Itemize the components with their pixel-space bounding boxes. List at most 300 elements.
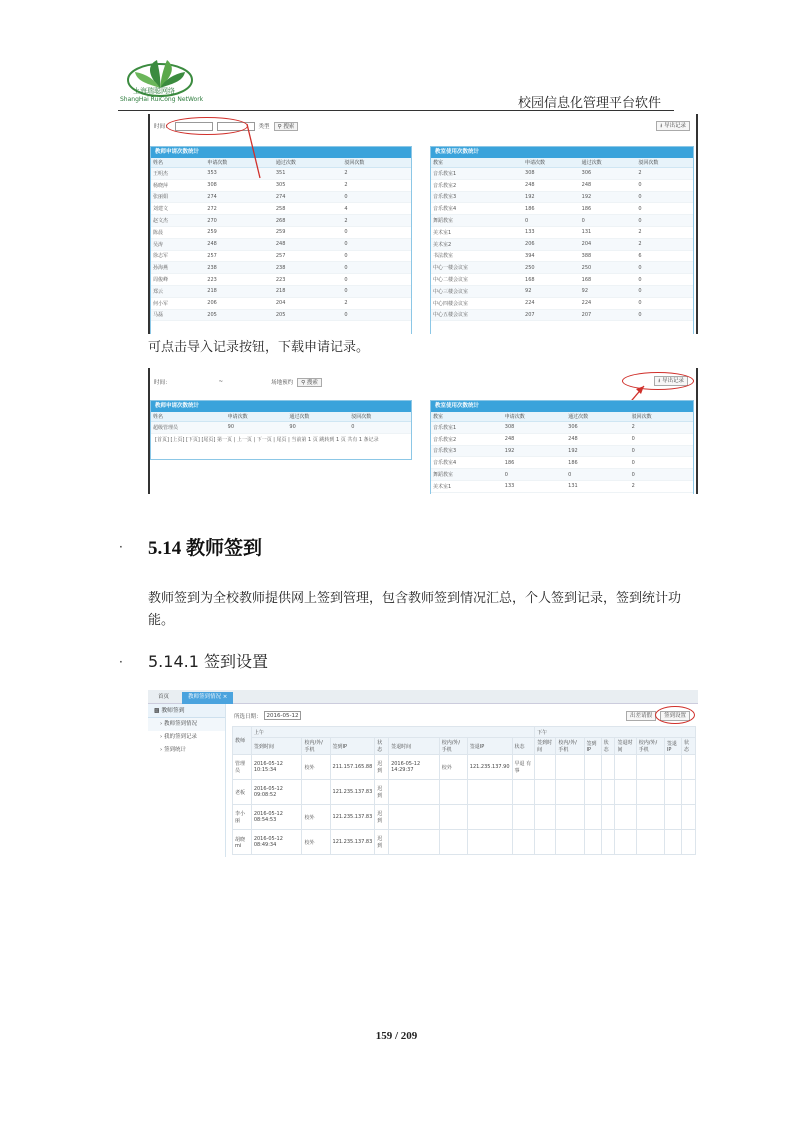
column-header: 通过次数 [566,412,629,422]
table-cell: 0 [630,433,693,445]
table-cell [584,780,601,805]
table-cell [467,780,512,805]
table-cell: 0 [342,285,411,297]
tab-teacher-sign-in[interactable]: 教师签到情况 × [182,692,233,704]
type-label: 类型 [258,124,270,130]
table-cell: 2016-05-12 08:49:34 [251,830,302,855]
start-date-input[interactable] [175,378,215,387]
table-cell: 音乐教室2 [431,433,503,445]
table-cell: 223 [274,274,343,286]
export-records-button[interactable]: ⭳ 导出记录 [654,376,688,386]
table-cell: 248 [503,433,566,445]
column-header: 申请次数 [205,158,274,168]
table-cell [302,780,330,805]
table-row [233,780,696,805]
table-cell: 中心一楼会议室 [431,262,523,274]
column-header: 姓名 [151,412,226,422]
table-cell: 224 [580,297,637,309]
table-cell: 248 [274,238,343,250]
table-cell: 0 [503,469,566,481]
table-cell: 211.157.165.88 [330,755,375,780]
table-cell: 书法教室 [431,250,523,262]
table-cell: 133 [503,480,566,492]
table-cell [535,805,556,830]
table-cell: 192 [566,445,629,457]
table-cell: 274 [274,191,343,203]
column-header: 签退时间 [615,738,636,755]
annotation-arrow [244,122,264,182]
table-row [431,250,693,262]
table-cell: 吴涛 [151,238,205,250]
table-row [151,191,411,203]
table-cell: 校外 [302,805,330,830]
table-cell: 186 [580,203,637,215]
table-cell: 李小丽 [233,805,252,830]
table-row [431,297,693,309]
table-cell: 192 [580,191,637,203]
tab-home[interactable]: 首页 [158,694,170,700]
table-cell: 205 [205,309,274,321]
table-cell: 248 [205,238,274,250]
table-cell: 马磊 [151,309,205,321]
table-cell: 音乐教室4 [431,203,523,215]
table-cell: 2016-05-12 09:08:52 [251,780,302,805]
table-row [151,274,411,286]
page-number: 159 / 209 [375,1030,418,1042]
table-cell: 美术室1 [431,226,523,238]
table-cell: 206 [523,238,580,250]
table-cell [601,780,615,805]
table-row [151,422,411,434]
export-records-button[interactable]: ⭳ 导出记录 [656,121,690,131]
table-cell [664,780,681,805]
table-cell [682,805,696,830]
table-row [431,238,693,250]
table-row [431,262,693,274]
table-row [151,285,411,297]
table-cell: 0 [636,309,693,321]
column-header: 签退时间 [389,738,440,755]
logo-english-name: ShangHai RuiCong NetWork [120,96,204,103]
table-cell: 迟到 [375,755,389,780]
sidebar-title: ▩ 教师签到 [148,704,225,718]
table-cell: 校外 [302,755,330,780]
table-cell: 2016-05-12 10:15:34 [251,755,302,780]
table-row [431,285,693,297]
room-stats-panel [430,146,694,334]
column-header: 驳回次数 [636,158,693,168]
column-header: 申请次数 [226,412,288,422]
table-cell: 90 [226,422,288,434]
table-cell: 90 [287,422,349,434]
table-cell: 2 [342,179,411,191]
table-row [151,226,411,238]
table-cell: 186 [503,457,566,469]
teacher-stats-table [151,412,411,434]
table-cell: 王明杰 [151,168,205,180]
logo-chinese-name: 上海瑞聪网络 [133,87,175,95]
search-icon: ⚲ [277,123,282,130]
table-row [151,250,411,262]
sign-settings-button[interactable]: 签到设置 [660,711,690,721]
pagination[interactable]: [首页] [上页] [下页] [尾页] 第一页 | 上一页 | 下一页 | 尾页 | 当前第 1 页 跳转到 1 页 共有 1 条记录 [155,436,379,443]
table-cell: 中心五楼会议室 [431,309,523,321]
table-row [233,755,696,780]
main-content [228,704,696,857]
table-cell [615,805,636,830]
table-cell: 121.235.137.83 [330,805,375,830]
column-header: 签到时间 [535,738,556,755]
column-header: 状态 [601,738,615,755]
table-cell: 0 [342,238,411,250]
column-header: 驳回次数 [630,412,693,422]
table-cell: 218 [205,285,274,297]
table-row [431,457,693,469]
table-cell: 迟到 [375,805,389,830]
table-row [151,262,411,274]
table-cell: 308 [523,168,580,180]
column-header: 状态 [682,738,696,755]
table-cell: 121.235.137.83 [330,830,375,855]
table-cell: 388 [580,250,637,262]
date-input[interactable]: 2016-05-12 [264,711,302,720]
column-header: 申请次数 [523,158,580,168]
table-cell [636,805,664,830]
table-cell: 刘建文 [151,203,205,215]
table-row [431,309,693,321]
table-cell: 353 [205,168,274,180]
table-cell: 2 [342,215,411,227]
filter-time-label: 时间： [154,380,171,386]
chart-icon: ▩ [154,708,160,714]
table-cell: 248 [566,433,629,445]
table-cell: 早退 有事 [512,755,535,780]
screenshot-statistics [148,114,698,334]
table-cell: 186 [566,457,629,469]
table-cell [615,755,636,780]
table-cell [439,805,467,830]
room-stats-table [431,412,693,493]
table-cell: 音乐教室3 [431,191,523,203]
table-row [151,238,411,250]
table-cell: 0 [630,445,693,457]
table-cell [601,805,615,830]
table-cell: 何小军 [151,297,205,309]
table-cell: 2 [630,480,693,492]
table-cell [682,755,696,780]
screenshot-sign-in [148,690,698,857]
table-cell: 6 [636,250,693,262]
end-date-input[interactable] [227,378,267,387]
column-header: 教师 [233,727,252,755]
table-cell: 0 [636,215,693,227]
range-tilde: ~ [218,379,224,385]
panel-title: 教师申请次数统计 [151,147,411,158]
table-cell [664,755,681,780]
subsection-heading: 5.14.1 签到设置 [148,652,268,671]
table-cell: 音乐教室1 [431,168,523,180]
panel-title: 教室使用次数统计 [431,401,693,412]
table-row [431,179,693,191]
column-header: 状态 [512,738,535,755]
sidebar [148,704,226,857]
table-cell [556,805,584,830]
column-header: 教室 [431,412,503,422]
table-cell: 0 [342,226,411,238]
column-header: 校内/外/手机 [302,738,330,755]
table-cell [615,780,636,805]
leave-button[interactable]: 出差请假 [626,711,656,721]
table-cell [601,755,615,780]
table-row [233,805,696,830]
table-cell: 2016-05-12 08:54:53 [251,805,302,830]
table-cell [467,805,512,830]
table-cell [584,755,601,780]
table-cell: 92 [580,285,637,297]
caption-export: 可点击导入记录按钮，下载申请记录。 [148,340,370,355]
column-header: 签退IP [467,738,512,755]
table-cell: 舞蹈教室 [431,215,523,227]
table-row [151,179,411,191]
search-button[interactable]: ⚲ 搜索 [274,122,299,131]
table-cell: 259 [205,226,274,238]
table-cell: 223 [205,274,274,286]
table-cell [664,805,681,830]
table-cell: 192 [503,445,566,457]
table-cell: 257 [205,250,274,262]
table-cell: 2 [636,238,693,250]
table-cell: 270 [205,215,274,227]
room-stats-panel [430,400,694,494]
table-cell: 204 [580,238,637,250]
table-cell: 超级管理员 [151,422,226,434]
table-cell [439,830,467,855]
table-cell: 音乐教室2 [431,179,523,191]
table-row [431,226,693,238]
column-header: 通过次数 [287,412,349,422]
column-header: 签到IP [584,738,601,755]
table-row [151,215,411,227]
table-cell: 0 [636,191,693,203]
column-header: 签退IP [664,738,681,755]
table-row [431,480,693,492]
table-cell: 0 [342,250,411,262]
sign-in-table [232,726,696,855]
table-cell: 2 [342,297,411,309]
table-cell: 0 [636,274,693,286]
table-cell: 0 [342,274,411,286]
column-header: 通过次数 [274,158,343,168]
room-stats-table [431,158,693,321]
table-cell: 赵文杰 [151,215,205,227]
table-cell [615,830,636,855]
search-icon: ⚲ [301,379,306,386]
teacher-stats-table [151,158,411,321]
table-row [431,445,693,457]
table-cell [556,780,584,805]
table-cell [556,755,584,780]
table-cell: 248 [523,179,580,191]
table-cell [636,780,664,805]
section-description: 教师签到为全校教师提供网上签到管理，包含教师签到情况汇总，个人签到记录，签到统计功能。 [148,591,682,628]
table-cell: 121.235.137.83 [330,780,375,805]
table-cell: 238 [274,262,343,274]
table-cell [439,780,467,805]
column-header: 签到IP [330,738,375,755]
table-cell: 校外 [302,830,330,855]
table-cell: 管理员 [233,755,252,780]
table-cell: 周俊峰 [151,274,205,286]
table-cell: 音乐教室1 [431,422,503,434]
table-cell: 陈晨 [151,226,205,238]
teacher-stats-panel [150,400,412,460]
annotation-ellipse [655,706,695,724]
table-cell: 迟到 [375,830,389,855]
bullet: · [119,655,123,669]
column-header: 校内/外/手机 [556,738,584,755]
column-header: 驳回次数 [349,412,411,422]
table-cell: 168 [523,274,580,286]
table-cell [636,755,664,780]
table-cell: 131 [566,480,629,492]
column-header: 驳回次数 [342,158,411,168]
table-cell: 186 [523,203,580,215]
table-row [431,422,693,434]
table-cell: 老板 [233,780,252,805]
table-cell: 306 [580,168,637,180]
tab-bar [148,690,698,704]
table-row [431,203,693,215]
column-header: 上午 [251,727,534,738]
table-cell [601,830,615,855]
search-button[interactable]: ⚲ 搜索 [297,378,322,387]
table-cell: 248 [580,179,637,191]
table-cell: 238 [205,262,274,274]
table-cell: 4 [342,203,411,215]
filter-time-label: 时间： [154,124,171,130]
table-cell [535,780,556,805]
table-row [431,433,693,445]
table-cell [389,830,440,855]
table-cell: 308 [503,422,566,434]
table-cell [584,805,601,830]
table-cell: 0 [342,262,411,274]
table-cell: 郑云 [151,285,205,297]
table-cell: 2 [342,168,411,180]
sidebar-item-statistics[interactable]: › 签到统计 [160,747,186,753]
table-cell: 131 [580,226,637,238]
column-header: 校内/外/手机 [439,738,467,755]
table-cell: 308 [205,179,274,191]
table-cell [636,830,664,855]
table-row [431,469,693,481]
table-cell: 192 [523,191,580,203]
table-cell: 206 [205,297,274,309]
table-cell: 250 [580,262,637,274]
table-cell: 中心三楼会议室 [431,285,523,297]
table-cell: 0 [342,309,411,321]
table-cell: 268 [274,215,343,227]
table-cell [512,805,535,830]
table-cell: 0 [636,203,693,215]
table-cell: 徐志军 [151,250,205,262]
table-row [431,274,693,286]
table-cell: 259 [274,226,343,238]
panel-title: 教师申请次数统计 [151,401,411,412]
close-icon[interactable]: × [222,694,228,700]
section-heading: 5.14 教师签到 [148,538,263,559]
table-row [151,168,411,180]
table-cell: 305 [274,179,343,191]
table-cell: 250 [523,262,580,274]
table-cell: 2 [636,168,693,180]
table-cell: 美术室1 [431,480,503,492]
table-cell: 0 [566,469,629,481]
column-header: 姓名 [151,158,205,168]
table-cell [584,830,601,855]
table-cell: 351 [274,168,343,180]
download-icon: ⭳ [660,123,663,129]
table-cell: 257 [274,250,343,262]
table-cell: 121.235.137.90 [467,755,512,780]
table-row [151,203,411,215]
column-header: 状态 [375,738,389,755]
table-cell [664,830,681,855]
table-cell: 224 [523,297,580,309]
bullet: · [119,540,123,554]
table-cell: 2016-05-12 14:29:37 [389,755,440,780]
sidebar-item-my-records[interactable]: › 我的签到记录 [160,734,197,740]
table-cell: 0 [523,215,580,227]
table-cell [467,830,512,855]
table-cell: 张丽娟 [151,191,205,203]
table-cell: 0 [636,285,693,297]
table-cell [512,780,535,805]
table-cell [389,805,440,830]
table-cell: 258 [274,203,343,215]
table-cell: 272 [205,203,274,215]
table-cell: 0 [636,179,693,191]
table-cell: 133 [523,226,580,238]
screenshot-export [148,368,698,494]
table-cell: 168 [580,274,637,286]
table-cell: 校外 [439,755,467,780]
table-row [151,297,411,309]
sidebar-item-sign-status[interactable]: › 教师签到情况 [148,718,225,731]
table-cell [535,830,556,855]
table-cell [535,755,556,780]
table-cell: 2 [630,422,693,434]
table-row [151,309,411,321]
table-cell: 0 [349,422,411,434]
column-header: 通过次数 [580,158,637,168]
table-cell [682,830,696,855]
table-cell: 0 [636,262,693,274]
table-cell [682,780,696,805]
column-header: 下午 [535,727,696,738]
download-icon: ⭳ [658,378,661,384]
table-cell: 杨晓萍 [151,179,205,191]
table-cell: 0 [636,297,693,309]
table-row [233,830,696,855]
table-cell: 394 [523,250,580,262]
table-cell [556,830,584,855]
header-divider [118,110,674,111]
teacher-stats-panel [150,146,412,334]
table-row [431,168,693,180]
table-cell: 中心二楼会议室 [431,274,523,286]
table-cell: 0 [342,191,411,203]
